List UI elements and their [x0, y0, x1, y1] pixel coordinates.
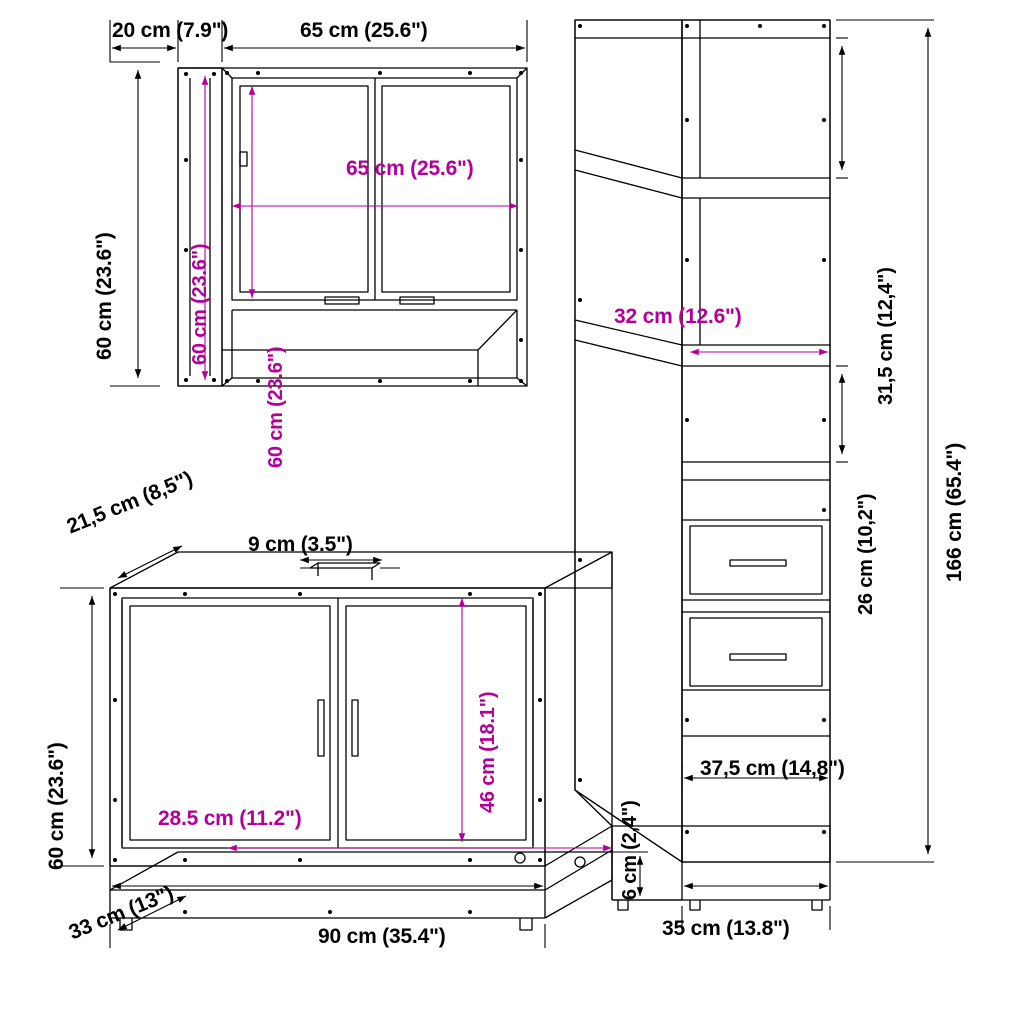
dim-cabinet-depth-top: 21,5 cm (8,5"): [63, 467, 196, 539]
dim-shelf-mid-height: 26 cm (10,2"): [855, 493, 877, 615]
dim-cabinet-height: 60 cm (23.6"): [45, 742, 68, 870]
dim-cabinet-inner-height: 46 cm (18.1"): [477, 691, 499, 813]
dim-wall-depth-top: 20 cm (7.9"): [112, 19, 229, 42]
dim-shelf-upper-height: 31,5 cm (12,4"): [875, 267, 897, 405]
dim-cabinet-top-gap: 9 cm (3.5"): [248, 533, 353, 556]
dim-wall-height-outer: 60 cm (23.6"): [93, 232, 116, 360]
dim-cabinet-depth-bottom: 33 cm (13"): [65, 881, 177, 945]
dimension-lines-wall-cabinet: [110, 20, 527, 386]
dim-wall-width-top: 65 cm (25.6"): [300, 19, 428, 42]
dim-wall-inner-width: 65 cm (25.6"): [346, 157, 474, 180]
dim-shelf-depth-inner: 37,5 cm (14,8"): [700, 757, 845, 780]
dim-cabinet-door-width: 28.5 cm (11.2"): [158, 807, 302, 830]
dim-shelf-inner-width: 32 cm (12.6"): [614, 305, 742, 328]
dim-cabinet-foot-height: 6 cm (2,4"): [619, 800, 641, 900]
dim-wall-height-side: 60 cm (23.6"): [189, 243, 211, 365]
dim-shelf-total-height: 166 cm (65.4"): [943, 442, 966, 582]
dim-cabinet-width: 90 cm (35.4"): [318, 925, 446, 948]
dim-wall-inner-height: 60 cm (23.6"): [265, 346, 287, 468]
sink-cabinet-drawing: [110, 552, 612, 930]
dim-shelf-base-width: 35 cm (13.8"): [662, 917, 790, 940]
dimension-lines-wall-cabinet-magenta: [205, 76, 518, 380]
wall-cabinet-drawing: [178, 68, 527, 386]
